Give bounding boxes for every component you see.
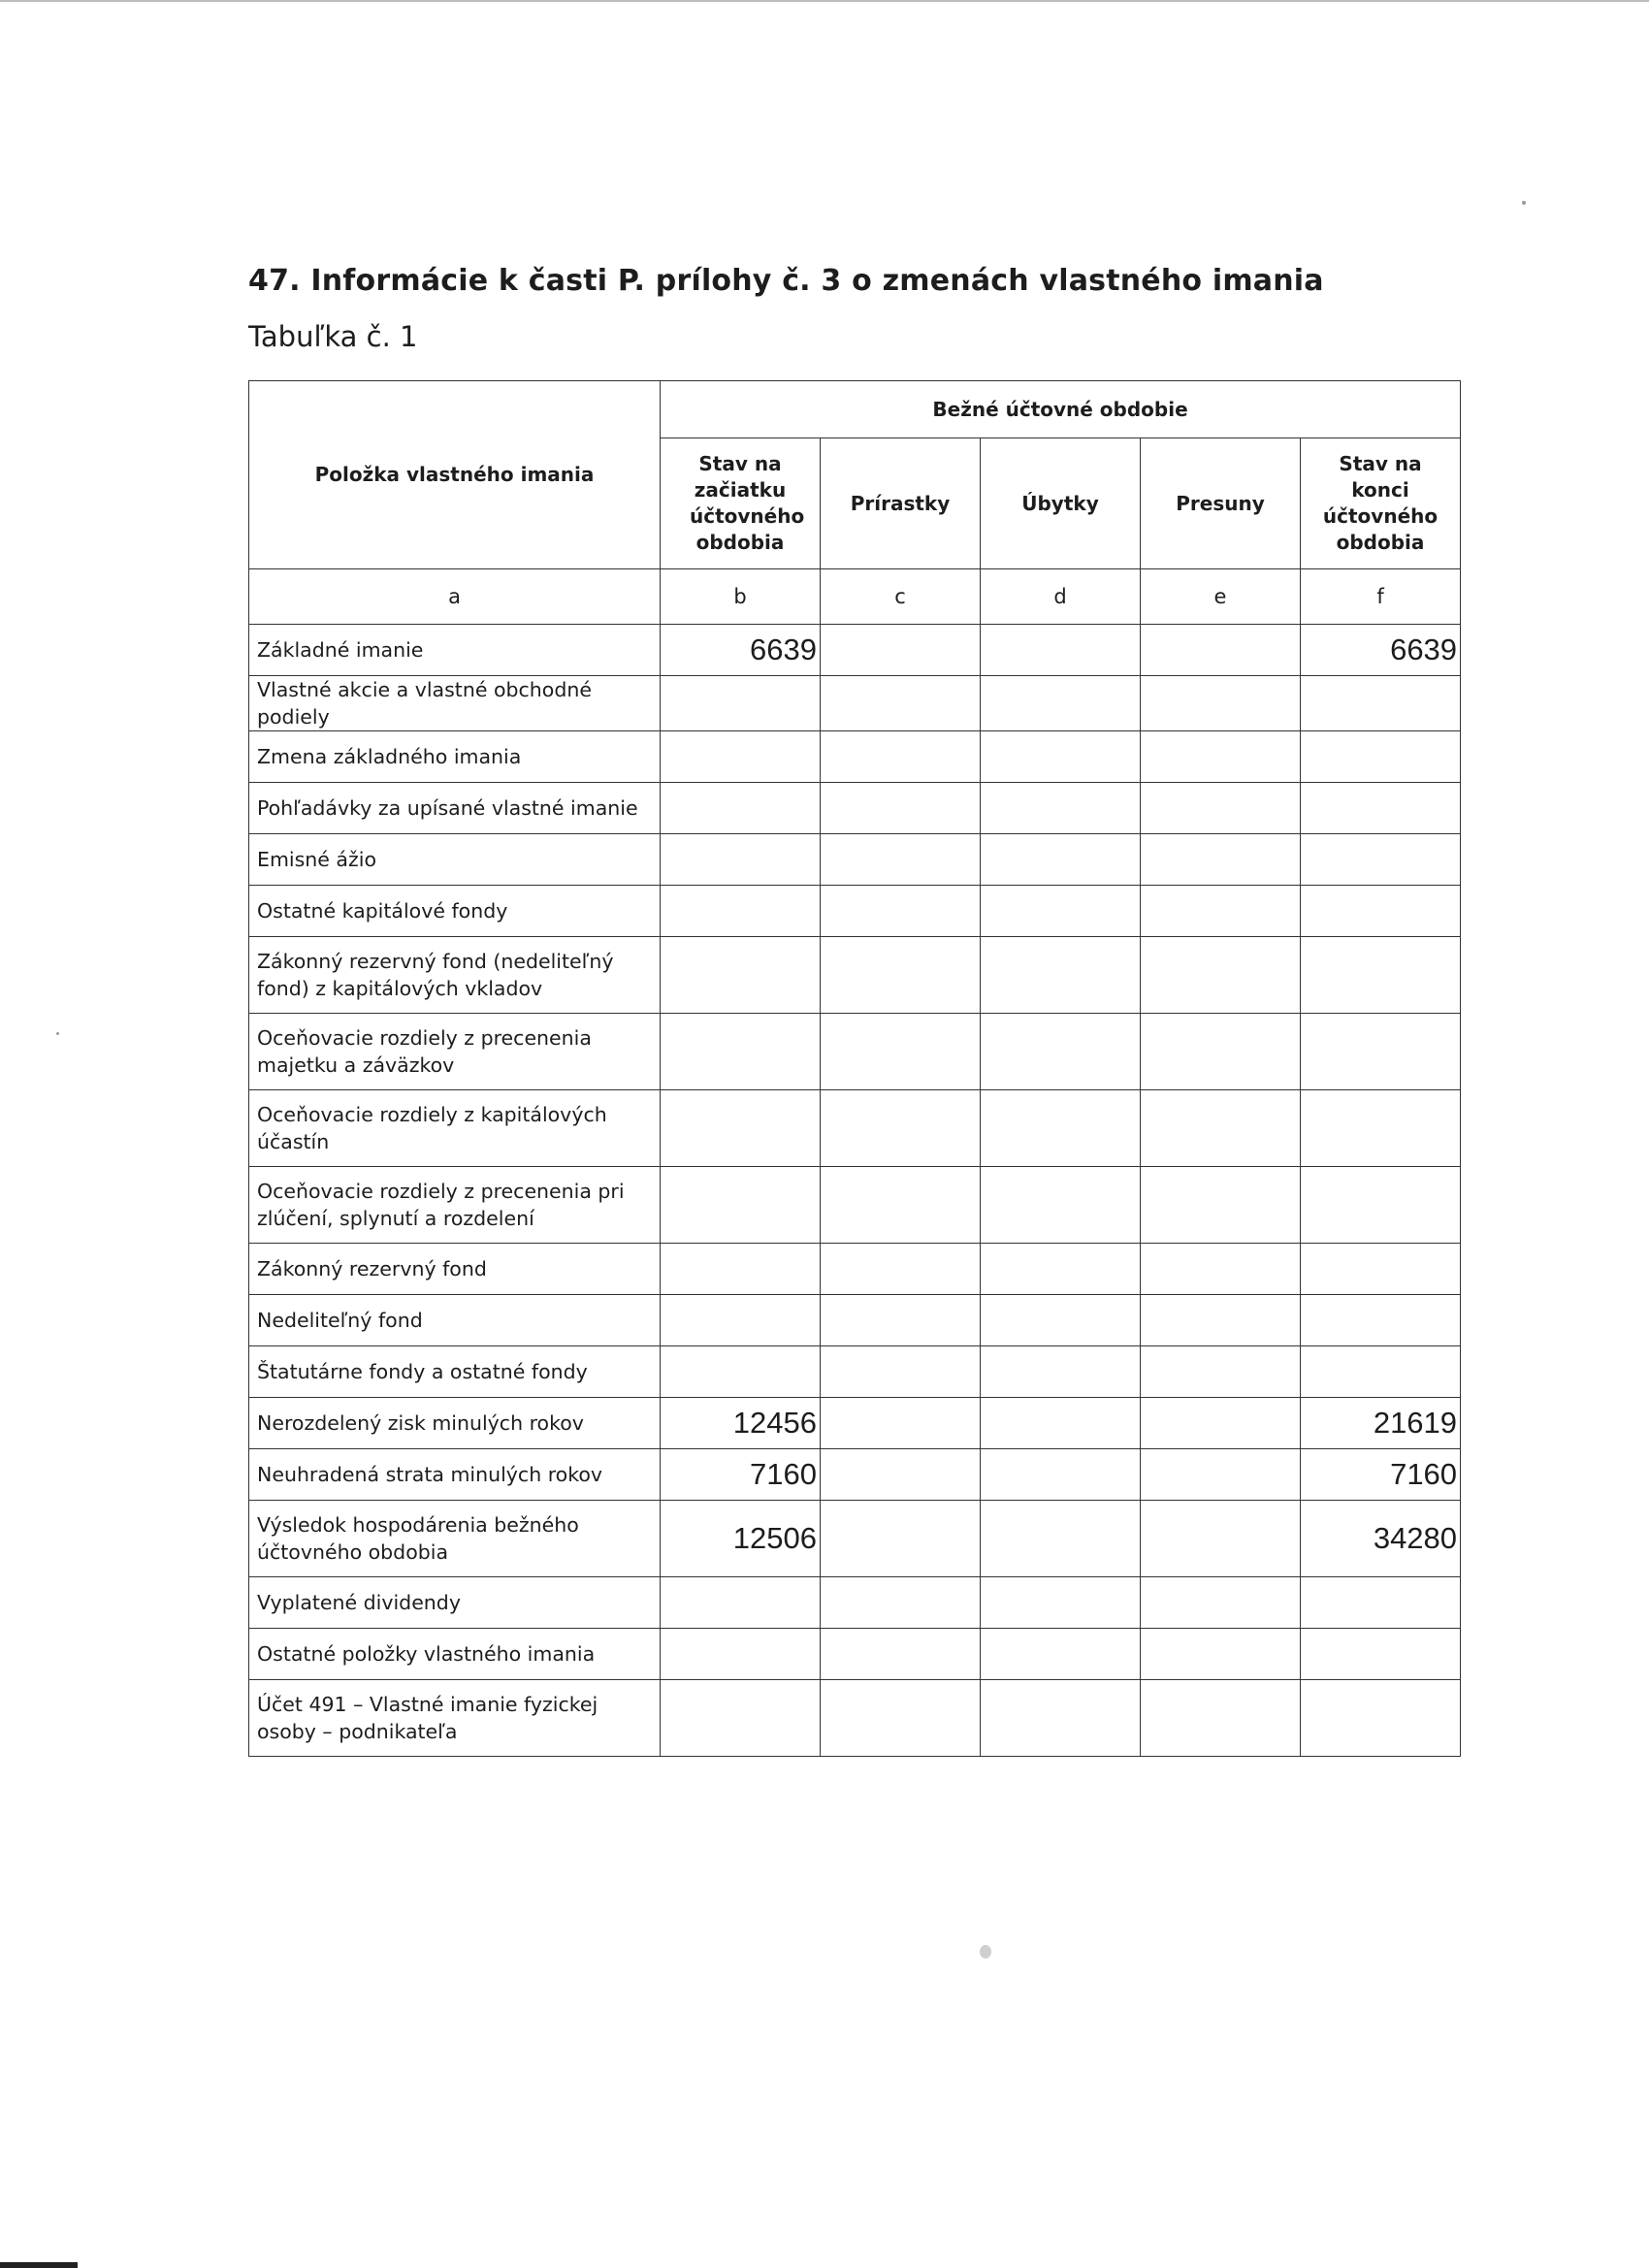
cell-transfers: [1141, 1295, 1301, 1346]
cell-end: 6639: [1301, 625, 1461, 676]
table-row: [249, 1501, 1461, 1577]
cell-begin: [661, 1090, 821, 1167]
cell-end: [1301, 886, 1461, 937]
cell-transfers: [1141, 1346, 1301, 1398]
cell-decreases: [981, 1346, 1141, 1398]
cell-begin: 7160: [661, 1449, 821, 1501]
row-label: Ostatné položky vlastného imania: [249, 1629, 661, 1680]
cell-additions: [821, 937, 981, 1014]
cell-begin: [661, 834, 821, 886]
cell-end: [1301, 676, 1461, 731]
cell-end: 34280: [1301, 1501, 1461, 1577]
scan-speck: [980, 1945, 991, 1959]
scan-edge-top: [0, 0, 1649, 2]
cell-transfers: [1141, 886, 1301, 937]
row-label: Štatutárne fondy a ostatné fondy: [249, 1346, 661, 1398]
table-row: [249, 676, 1461, 731]
row-label: Neuhradená strata minulých rokov: [249, 1449, 661, 1501]
cell-additions: [821, 783, 981, 834]
table-row: [249, 1014, 1461, 1090]
cell-transfers: [1141, 1577, 1301, 1629]
header-transfers: Presuny: [1141, 438, 1301, 569]
cell-end: [1301, 1680, 1461, 1757]
cell-decreases: [981, 1577, 1141, 1629]
cell-additions: [821, 1346, 981, 1398]
cell-additions: [821, 834, 981, 886]
cell-end: 21619: [1301, 1398, 1461, 1449]
cell-decreases: [981, 834, 1141, 886]
cell-transfers: [1141, 1090, 1301, 1167]
scan-speck: [56, 1032, 59, 1035]
cell-additions: [821, 1244, 981, 1295]
table-row: [249, 834, 1461, 886]
cell-end: [1301, 937, 1461, 1014]
cell-decreases: [981, 1449, 1141, 1501]
cell-decreases: [981, 1090, 1141, 1167]
row-label: Zmena základného imania: [249, 731, 661, 783]
table-row: [249, 937, 1461, 1014]
table-row: [249, 886, 1461, 937]
table-row: [249, 1295, 1461, 1346]
cell-additions: [821, 1295, 981, 1346]
row-label: Zákonný rezervný fond (nedeliteľný fond) z kapitálových vkladov: [249, 937, 661, 1014]
row-label: Vlastné akcie a vlastné obchodné podiely: [249, 676, 661, 731]
cell-begin: [661, 886, 821, 937]
cell-additions: [821, 1090, 981, 1167]
cell-transfers: [1141, 1629, 1301, 1680]
header-begin-balance: Stav na začiatku účtovného obdobia: [661, 438, 821, 569]
cell-decreases: [981, 625, 1141, 676]
cell-additions: [821, 676, 981, 731]
row-label: Zákonný rezervný fond: [249, 1244, 661, 1295]
scan-edge-bottom: [0, 2262, 78, 2268]
cell-additions: [821, 625, 981, 676]
cell-additions: [821, 886, 981, 937]
cell-begin: [661, 1629, 821, 1680]
table-row: [249, 1090, 1461, 1167]
column-letter-row: [249, 569, 1461, 625]
table-caption: Tabuľka č. 1: [248, 320, 418, 353]
cell-end: [1301, 1167, 1461, 1244]
cell-end: [1301, 1244, 1461, 1295]
header-row-group: [249, 381, 1461, 438]
cell-transfers: [1141, 834, 1301, 886]
cell-decreases: [981, 676, 1141, 731]
row-label: Pohľadávky za upísané vlastné imanie: [249, 783, 661, 834]
cell-transfers: [1141, 783, 1301, 834]
cell-decreases: [981, 1629, 1141, 1680]
table-row: [249, 1680, 1461, 1757]
cell-begin: [661, 1167, 821, 1244]
table-row: [249, 1449, 1461, 1501]
row-label: Emisné ážio: [249, 834, 661, 886]
table-row: [249, 1167, 1461, 1244]
table-row: [249, 1577, 1461, 1629]
cell-begin: 12506: [661, 1501, 821, 1577]
cell-transfers: [1141, 1167, 1301, 1244]
scan-speck: [1522, 201, 1526, 205]
table-row: [249, 1629, 1461, 1680]
column-letter: b: [661, 569, 821, 625]
row-label: Vyplatené dividendy: [249, 1577, 661, 1629]
cell-decreases: [981, 783, 1141, 834]
column-letter: e: [1141, 569, 1301, 625]
cell-additions: [821, 731, 981, 783]
cell-end: [1301, 1346, 1461, 1398]
column-letter: f: [1301, 569, 1461, 625]
cell-decreases: [981, 731, 1141, 783]
cell-end: [1301, 1014, 1461, 1090]
column-letter: c: [821, 569, 981, 625]
row-label: Účet 491 – Vlastné imanie fyzickej osoby – podnikateľa: [249, 1680, 661, 1757]
row-label: Oceňovacie rozdiely z precenenia pri zlúčení, splynutí a rozdelení: [249, 1167, 661, 1244]
cell-transfers: [1141, 731, 1301, 783]
cell-decreases: [981, 1014, 1141, 1090]
table-row: [249, 1346, 1461, 1398]
cell-additions: [821, 1629, 981, 1680]
cell-transfers: [1141, 1244, 1301, 1295]
header-end-balance: Stav na konci účtovného obdobia: [1301, 438, 1461, 569]
table-row: [249, 731, 1461, 783]
cell-transfers: [1141, 1014, 1301, 1090]
equity-changes-table: [248, 380, 1461, 1757]
cell-end: [1301, 783, 1461, 834]
cell-decreases: [981, 1167, 1141, 1244]
cell-decreases: [981, 1501, 1141, 1577]
cell-additions: [821, 1014, 981, 1090]
cell-end: [1301, 1090, 1461, 1167]
cell-end: 7160: [1301, 1449, 1461, 1501]
cell-begin: [661, 937, 821, 1014]
cell-begin: [661, 1577, 821, 1629]
table-row: [249, 1398, 1461, 1449]
cell-transfers: [1141, 1449, 1301, 1501]
cell-begin: [661, 676, 821, 731]
cell-transfers: [1141, 1398, 1301, 1449]
cell-decreases: [981, 1244, 1141, 1295]
header-additions: Prírastky: [821, 438, 981, 569]
cell-decreases: [981, 1680, 1141, 1757]
cell-additions: [821, 1398, 981, 1449]
cell-transfers: [1141, 1680, 1301, 1757]
cell-transfers: [1141, 937, 1301, 1014]
row-label: Oceňovacie rozdiely z precenenia majetku a záväzkov: [249, 1014, 661, 1090]
cell-transfers: [1141, 1501, 1301, 1577]
cell-begin: [661, 1014, 821, 1090]
table-row: [249, 783, 1461, 834]
cell-decreases: [981, 937, 1141, 1014]
cell-transfers: [1141, 676, 1301, 731]
header-item-column: Položka vlastného imania: [249, 381, 661, 569]
cell-begin: [661, 1244, 821, 1295]
header-current-period: Bežné účtovné obdobie: [661, 381, 1461, 438]
cell-end: [1301, 834, 1461, 886]
cell-end: [1301, 1629, 1461, 1680]
cell-additions: [821, 1577, 981, 1629]
row-label: Základné imanie: [249, 625, 661, 676]
cell-additions: [821, 1449, 981, 1501]
cell-additions: [821, 1167, 981, 1244]
cell-additions: [821, 1501, 981, 1577]
table-row: [249, 1244, 1461, 1295]
row-label: Ostatné kapitálové fondy: [249, 886, 661, 937]
row-label: Výsledok hospodárenia bežného účtovného obdobia: [249, 1501, 661, 1577]
header-decreases: Úbytky: [981, 438, 1141, 569]
cell-begin: [661, 1346, 821, 1398]
section-heading: 47. Informácie k časti P. prílohy č. 3 o zmenách vlastného imania: [248, 264, 1324, 298]
cell-begin: [661, 1295, 821, 1346]
cell-begin: 6639: [661, 625, 821, 676]
cell-decreases: [981, 1295, 1141, 1346]
cell-decreases: [981, 886, 1141, 937]
cell-end: [1301, 1295, 1461, 1346]
cell-end: [1301, 731, 1461, 783]
cell-begin: 12456: [661, 1398, 821, 1449]
cell-begin: [661, 1680, 821, 1757]
cell-end: [1301, 1577, 1461, 1629]
column-letter: d: [981, 569, 1141, 625]
cell-begin: [661, 783, 821, 834]
cell-decreases: [981, 1398, 1141, 1449]
row-label: Nedeliteľný fond: [249, 1295, 661, 1346]
cell-additions: [821, 1680, 981, 1757]
cell-transfers: [1141, 625, 1301, 676]
cell-begin: [661, 731, 821, 783]
row-label: Nerozdelený zisk minulých rokov: [249, 1398, 661, 1449]
table-row: [249, 625, 1461, 676]
row-label: Oceňovacie rozdiely z kapitálových účastín: [249, 1090, 661, 1167]
column-letter: a: [249, 569, 661, 625]
